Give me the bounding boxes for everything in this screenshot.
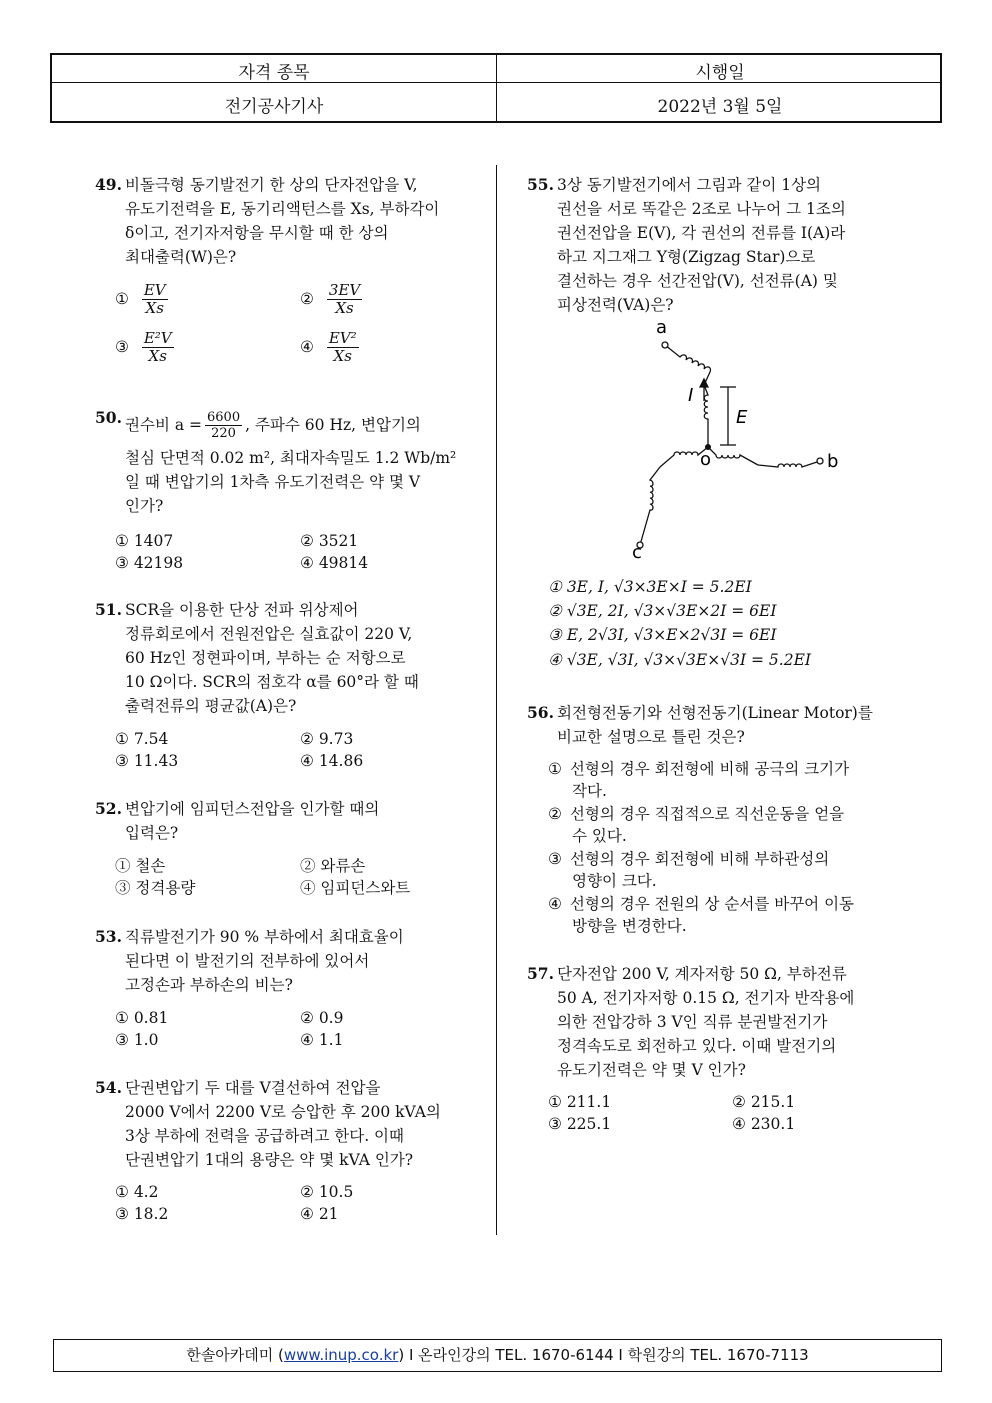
- option-1[interactable]: ① 4.2: [115, 1183, 159, 1201]
- option-4[interactable]: ④ 선형의 경우 전원의 상 순서를 바꾸어 이동 방향을 변경한다.: [548, 895, 855, 935]
- footer-website-link[interactable]: www.inup.co.kr: [283, 1346, 399, 1364]
- fraction: $\frac{6600}{220}$: [207, 409, 241, 441]
- question-number: 53.: [95, 927, 122, 946]
- fraction: $\frac{3EV}{Xs}$: [328, 281, 361, 317]
- header-label-subject: 자격 종목: [238, 63, 310, 83]
- question-line: 10 Ω이다. SCR의 점호각 α를 60°라 할 때: [125, 673, 419, 691]
- question-number: 55.: [527, 175, 554, 194]
- option-2[interactable]: ② 10.5: [300, 1183, 354, 1201]
- option-3[interactable]: ③ 42198: [115, 554, 184, 572]
- question-line: 입력은?: [125, 824, 179, 842]
- option-3[interactable]: ③ $\frac{\text{E²V}}{Xs}$: [115, 329, 172, 365]
- option-4[interactable]: ④ √3E, √3I, √3×√3E×√3I = 5.2EI: [548, 651, 812, 669]
- question-number: 52.: [95, 799, 122, 818]
- question-line: 철심 단면적 0.02 m², 최대자속밀도 1.2 Wb/m²: [125, 449, 457, 467]
- label-current: I: [688, 385, 694, 406]
- question-54: [95, 1076, 495, 1172]
- option-3[interactable]: ③ 11.43: [115, 752, 179, 770]
- label-o: o: [700, 449, 712, 470]
- question-line: 고정손과 부하손의 비는?: [125, 976, 293, 994]
- winding-b: [758, 461, 820, 467]
- option-2[interactable]: ② 215.1: [732, 1093, 796, 1111]
- terminal-a: [662, 342, 668, 348]
- question-51: [95, 598, 495, 718]
- question-line: 단권변압기 두 대를 V결선하여 전압을: [125, 1079, 381, 1097]
- label-emf: E: [736, 407, 748, 428]
- question-line: 비돌극형 동기발전기 한 상의 단자전압을 V,: [125, 176, 418, 194]
- header-subject: 전기공사기사: [224, 97, 324, 117]
- option-2[interactable]: ② 선형의 경우 직접적으로 직선운동을 얻을 수 있다.: [548, 805, 845, 845]
- question-number: 57.: [527, 964, 554, 983]
- option-1[interactable]: ① 1407: [115, 532, 174, 550]
- option-1[interactable]: ① 0.81: [115, 1009, 169, 1027]
- question-line: 유도기전력은 약 몇 V 인가?: [557, 1061, 746, 1079]
- question-line: 단권변압기 1대의 용량은 약 몇 kVA 인가?: [125, 1151, 414, 1169]
- question-line: 정류회로에서 전원전압은 실효값이 220 V,: [125, 625, 413, 643]
- header-label-date: 시행일: [695, 63, 745, 83]
- option-4[interactable]: ④ 14.86: [300, 752, 364, 770]
- option-4[interactable]: ④ 임피던스와트: [300, 879, 411, 897]
- question-49: [95, 173, 495, 269]
- question-number: 54.: [95, 1078, 122, 1097]
- fraction: $\frac{\text{EV²}}{Xs}$: [328, 329, 357, 365]
- question-number: 56.: [527, 703, 554, 722]
- question-line: 정격속도로 회전하고 있다. 이때 발전기의: [557, 1037, 837, 1055]
- question-line: 3상 동기발전기에서 그림과 같이 1상의: [557, 176, 822, 194]
- question-line: 권선을 서로 똑같은 2조로 나누어 그 1조의: [557, 200, 846, 218]
- option-1[interactable]: ① 선형의 경우 회전형에 비해 공극의 크기가 작다.: [548, 760, 850, 800]
- option-1[interactable]: ① 3E, I, √3×3E×I = 5.2EI: [548, 578, 752, 596]
- label-a: a: [656, 317, 668, 338]
- header-date: 2022년 3월 5일: [657, 97, 783, 117]
- option-1[interactable]: ① 철손: [115, 857, 166, 875]
- label-b: b: [827, 451, 839, 472]
- question-line: 결선하는 경우 선간전압(V), 선전류(A) 및: [557, 272, 838, 290]
- question-line: 된다면 이 발전기의 전부하에 있어서: [125, 952, 370, 970]
- terminal-b: [817, 458, 823, 464]
- question-line: 의한 전압강하 3 V인 직류 분권발전기가: [557, 1013, 828, 1031]
- fraction: $\frac{EV}{Xs}$: [143, 281, 166, 317]
- question-line: 하고 지그재그 Y형(Zigzag Star)으로: [557, 248, 816, 266]
- option-3[interactable]: ③ E, 2√3I, √3×E×2√3I = 6EI: [548, 626, 777, 644]
- footer-contact: [53, 1339, 942, 1372]
- zigzag-star-diagram: [620, 315, 850, 560]
- question-line: 직류발전기가 90 % 부하에서 최대효율이: [125, 928, 404, 946]
- question-line: 피상전력(VA)은?: [557, 296, 674, 314]
- question-number: 50.: [95, 408, 122, 427]
- question-line: 60 Hz인 정현파이며, 부하는 순 저항으로: [125, 649, 406, 667]
- question-50: [95, 404, 495, 518]
- question-line: 50 A, 전기자저항 0.15 Ω, 전기자 반작용에: [557, 989, 855, 1007]
- option-2[interactable]: ② √3E, 2I, √3×√3E×2I = 6EI: [548, 602, 777, 620]
- option-2[interactable]: ② 9.73: [300, 730, 354, 748]
- option-3[interactable]: ③ 1.0: [115, 1031, 159, 1049]
- question-line: 일 때 변압기의 1차측 유도기전력은 약 몇 V: [125, 473, 421, 491]
- question-line: 3상 부하에 전력을 공급하려고 한다. 이때: [125, 1127, 404, 1145]
- option-3[interactable]: ③ 225.1: [548, 1115, 612, 1133]
- option-4[interactable]: ④ 21: [300, 1205, 339, 1223]
- option-4[interactable]: ④ $\frac{\text{EV²}}{Xs}$: [300, 329, 357, 365]
- footer-phones: ) I 온라인강의 TEL. 1670-6144 I 학원강의 TEL. 1670-7113: [398, 1346, 809, 1364]
- winding-c: [640, 467, 660, 545]
- question-line: 비교한 설명으로 틀린 것은?: [557, 728, 745, 746]
- column-divider: [496, 165, 497, 1235]
- question-line: SCR을 이용한 단상 전파 위상제어: [125, 601, 359, 619]
- option-4[interactable]: ④ 230.1: [732, 1115, 796, 1133]
- option-3[interactable]: ③ 18.2: [115, 1205, 169, 1223]
- option-2[interactable]: ② 3521: [300, 532, 359, 550]
- question-number: 49.: [95, 175, 122, 194]
- fraction: $\frac{\text{E²V}}{Xs}$: [143, 329, 172, 365]
- question-line: 권선전압을 E(V), 각 권선의 전류를 I(A)라: [557, 224, 846, 242]
- option-1[interactable]: ① 211.1: [548, 1093, 612, 1111]
- option-2[interactable]: ② $\frac{3EV}{Xs}$: [300, 281, 361, 317]
- option-3[interactable]: ③ 정격용량: [115, 879, 196, 897]
- option-1[interactable]: ① 7.54: [115, 730, 169, 748]
- question-line: 유도기전력을 E, 동기리액턴스를 Xs, 부하각이: [125, 200, 440, 218]
- question-53: [95, 925, 495, 997]
- question-number: 51.: [95, 600, 122, 619]
- option-2[interactable]: ② 와류손: [300, 857, 366, 875]
- question-line: 출력전류의 평균값(A)은?: [125, 697, 297, 715]
- question-55: [527, 173, 927, 317]
- question-line: 2000 V에서 2200 V로 승압한 후 200 kVA의: [125, 1103, 441, 1121]
- question-line: 단자전압 200 V, 계자저항 50 Ω, 부하전류: [557, 965, 847, 983]
- header-table: [50, 53, 942, 123]
- header-divider-vertical: [496, 55, 497, 121]
- question-line: 최대출력(W)은?: [125, 248, 237, 266]
- question-56: [527, 701, 927, 749]
- question-52: [95, 797, 495, 845]
- option-1[interactable]: ① $\frac{EV}{Xs}$: [115, 281, 166, 317]
- option-4[interactable]: ④ 1.1: [300, 1031, 344, 1049]
- question-line: 인가?: [125, 497, 164, 515]
- footer-brand: 한솔아카데미 (: [186, 1346, 284, 1364]
- option-3[interactable]: ③ 선형의 경우 회전형에 비해 부하관성의 영향이 크다.: [548, 850, 830, 890]
- question-line: δ이고, 전기자저항을 무시할 때 한 상의: [125, 224, 389, 242]
- question-line: 변압기에 임피던스전압을 인가할 때의: [125, 800, 380, 818]
- option-2[interactable]: ② 0.9: [300, 1009, 344, 1027]
- question-line: 권수비 a = $\frac{6600}{220}$ , 주파수 60 Hz, 변압기의: [125, 409, 421, 441]
- question-57: [527, 962, 927, 1082]
- option-4[interactable]: ④ 49814: [300, 554, 369, 572]
- question-line: 회전형전동기와 선형전동기(Linear Motor)를: [557, 704, 873, 722]
- label-c: c: [632, 542, 642, 560]
- winding-right: [708, 447, 758, 465]
